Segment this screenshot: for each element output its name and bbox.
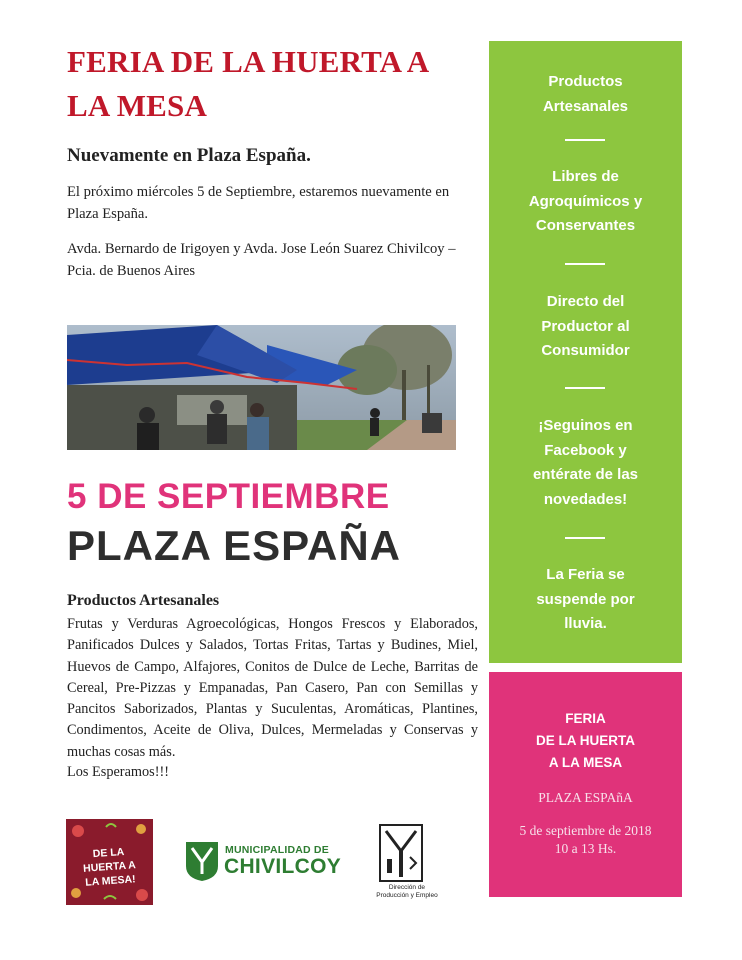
sidebar-item-productor: Directo del Productor al Consumidor bbox=[541, 293, 630, 360]
direccion-text: Dirección de Producción y Empleo bbox=[376, 884, 438, 899]
huerta-logo-text: DE LA HUERTA A LA MESA! bbox=[82, 845, 137, 889]
sidebar-divider bbox=[565, 387, 605, 389]
sidebar-item-lluvia: La Feria se suspende por lluvia. bbox=[536, 566, 635, 633]
page-title: FERIA DE LA HUERTA A LA MESA bbox=[67, 44, 428, 123]
event-date: 5 DE SEPTIEMBRE bbox=[67, 477, 390, 516]
sidebar-item-artesanales: Productos Artesanales bbox=[542, 73, 629, 115]
market-photo-illustration bbox=[67, 325, 456, 450]
address-paragraph: Avda. Bernardo de Irigoyen y Avda. Jose León Suarez Chivilcoy – Pcia. de Buenos Aires bbox=[67, 241, 456, 279]
info-box-place: PLAZA ESPAñA bbox=[538, 790, 633, 805]
huerta-logo bbox=[66, 819, 153, 905]
event-place: PLAZA ESPAÑA bbox=[67, 522, 402, 569]
intro-paragraph: El próximo miércoles 5 de Septiembre, estaremos nuevamente en Plaza España. bbox=[67, 184, 450, 222]
sidebar-item-agroquimicos: Libres de Agroquímicos y Conservantes bbox=[528, 168, 643, 235]
info-box-title: FERIA DE LA HUERTA A LA MESA bbox=[536, 711, 635, 770]
products-heading: Productos Artesanales bbox=[67, 592, 220, 609]
sidebar-item-facebook: ¡Seguinos en Facebook y entérate de las novedades! bbox=[532, 417, 639, 509]
closing-text: Los Esperamos!!! bbox=[67, 764, 170, 780]
sidebar-divider bbox=[565, 263, 605, 265]
info-box-date-time: 5 de septiembre de 2018 10 a 13 Hs. bbox=[519, 823, 652, 856]
municipalidad-logo bbox=[184, 840, 344, 884]
direccion-tools-icon bbox=[362, 823, 452, 883]
municipalidad-shield-icon bbox=[184, 840, 220, 882]
municipalidad-small-text: MUNICIPALIDAD DE bbox=[225, 844, 329, 856]
municipalidad-big-text: CHIVILCOY bbox=[224, 855, 342, 878]
event-info-box bbox=[489, 672, 682, 897]
sidebar-divider bbox=[565, 537, 605, 539]
features-sidebar bbox=[489, 41, 682, 663]
direccion-logo bbox=[362, 823, 462, 898]
market-photo bbox=[67, 325, 456, 450]
sidebar-divider bbox=[565, 139, 605, 141]
products-list: Frutas y Verduras Agroecológicas, Hongos Frescos y Elaborados, Panificados Dulces y Salados, Tortas Fritas, Tartas y Budines, Miel, Huevos de Campo, Alfajores, Conitos de Dulce de Leche, Barritas de Cereal, Pre-Pizzas y Empanadas, Pan Casero, Pan con Semillas y Pancitos Saborizados, Plantas y Suculentas, Aromáticas, Plantines, Condimentos, Aceite de Oliva, Dulces, Mermeladas y Conservas y muchas cosas más. bbox=[67, 616, 478, 760]
subtitle: Nuevamente en Plaza España. bbox=[67, 145, 311, 166]
